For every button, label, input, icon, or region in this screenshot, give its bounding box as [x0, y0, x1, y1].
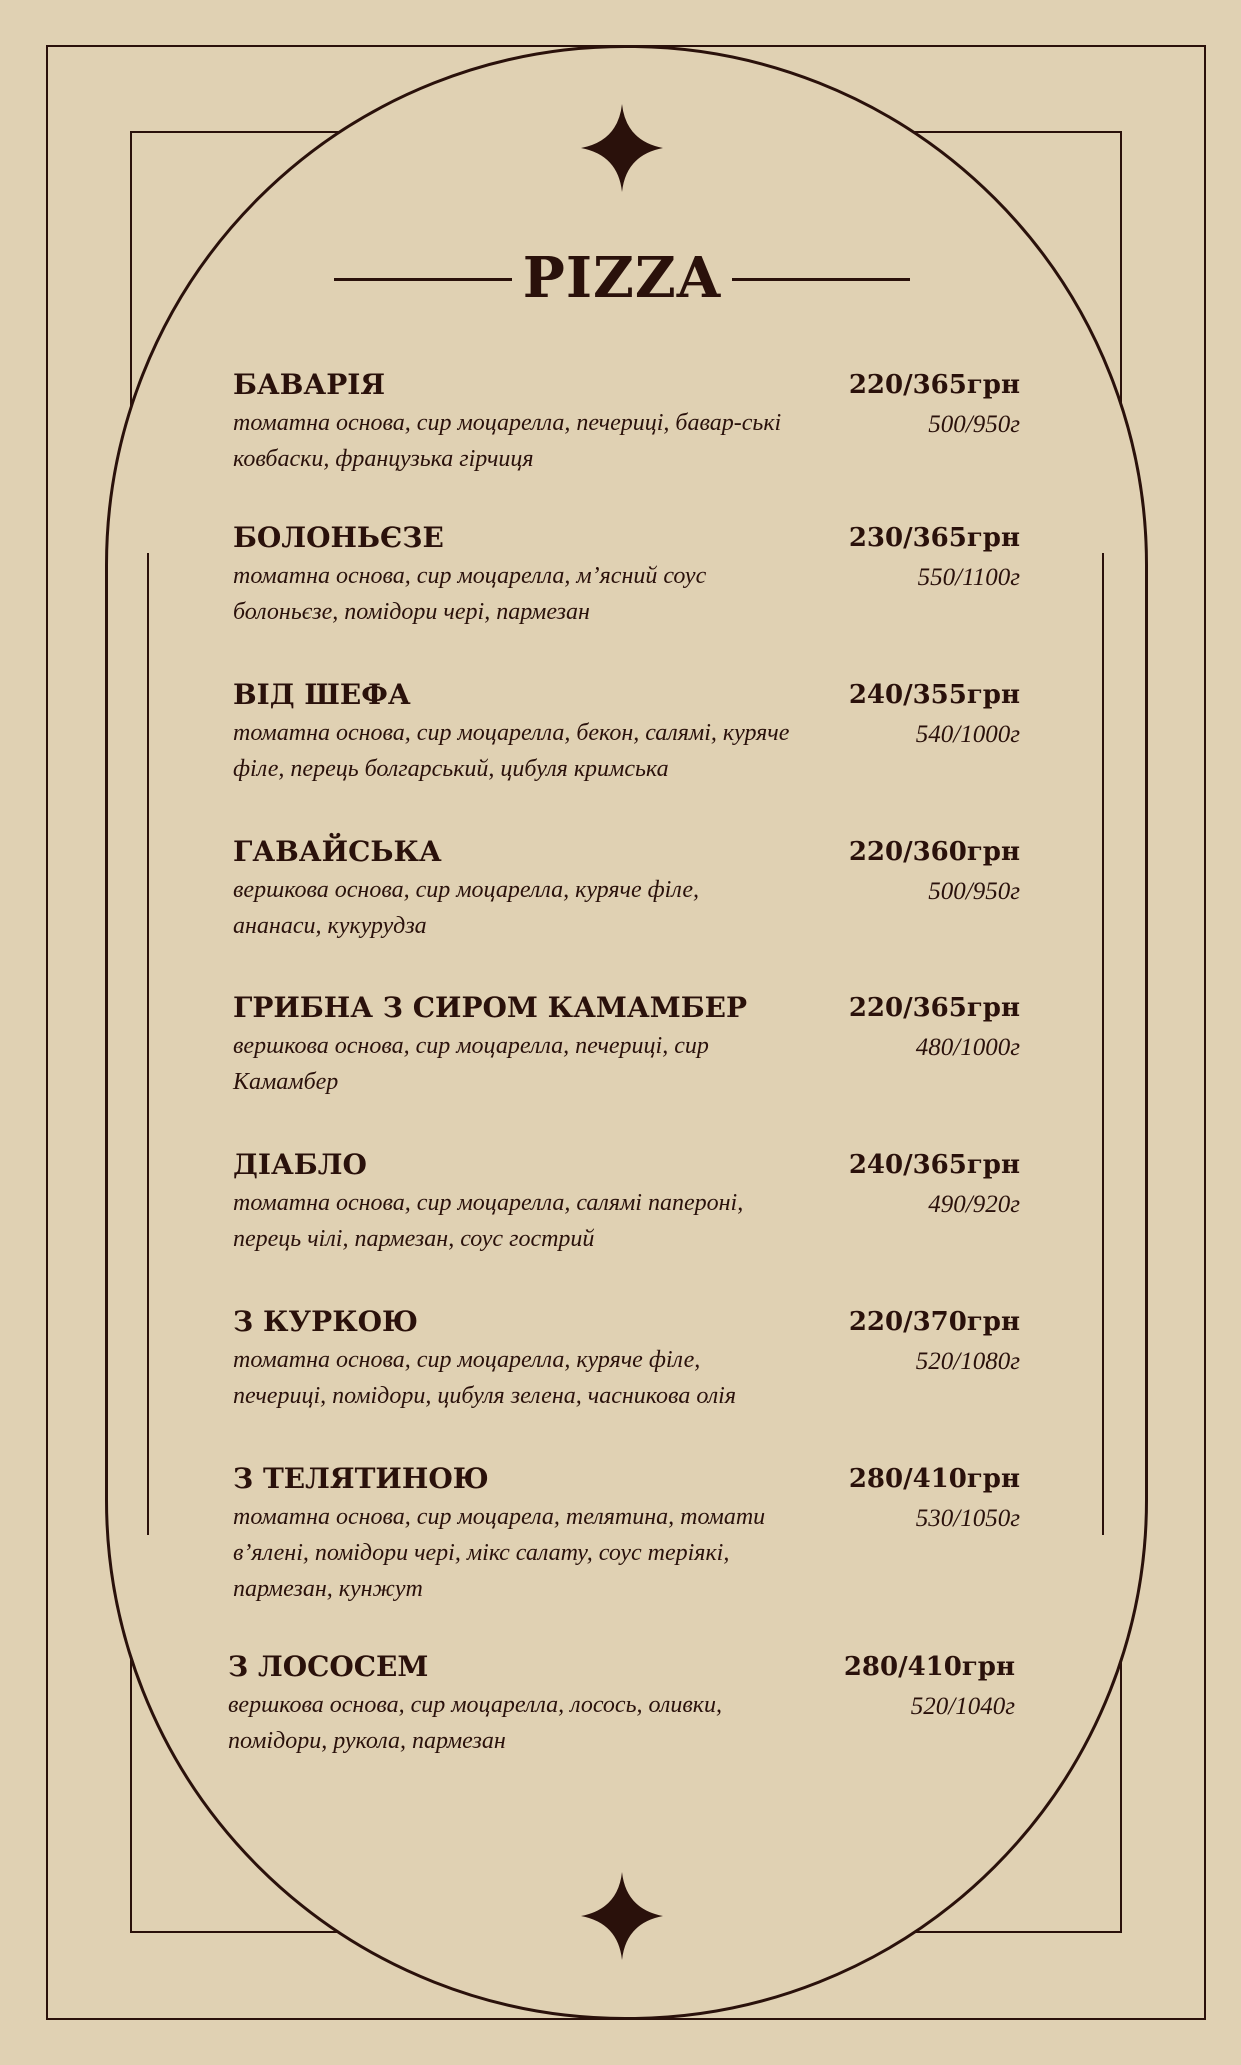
title-rule-left — [334, 278, 512, 281]
item-description: вершкова основа, сир моцарелла, лосось, оливки, помідори, рукола, пармезан — [228, 1692, 723, 1754]
item-description: томатна основа, сир моцарелла, м’ясний соус болоньєзе, помідори чері, пармезан — [233, 563, 707, 625]
item-weight: 500/950г — [928, 878, 1020, 905]
menu-item — [233, 1145, 1020, 1295]
menu-item — [233, 1302, 1020, 1452]
item-name: ГАВАЙСЬКА — [233, 835, 442, 868]
right-side-line — [1102, 553, 1104, 1535]
item-name: ГРИБНА З СИРОМ КАМАМБЕР — [233, 991, 748, 1024]
item-price: 240/365грн — [848, 1150, 1020, 1180]
item-weight: 480/1000г — [915, 1034, 1020, 1061]
title-rule-right — [732, 278, 910, 281]
item-description: вершкова основа, сир моцарелла, куряче філе, ананаси, кукурудза — [233, 877, 700, 939]
star-top-icon — [581, 104, 663, 192]
left-side-line — [147, 553, 149, 1535]
item-price: 280/410грн — [843, 1652, 1015, 1682]
item-description: томатна основа, сир моцарела, телятина, томати в’ялені, помідори чері, мікс салату, соус теріякі, пармезан, кунжут — [233, 1504, 766, 1602]
item-name: З ТЕЛЯТИНОЮ — [233, 1462, 489, 1495]
item-price: 220/365грн — [848, 370, 1020, 400]
item-weight: 520/1080г — [915, 1348, 1020, 1375]
item-description: томатна основа, сир моцарелла, бекон, салямі, куряче філе, перець болгарський, цибуля кримська — [233, 720, 790, 782]
item-name: З КУРКОЮ — [233, 1305, 419, 1338]
menu-item — [233, 518, 1020, 668]
item-description: томатна основа, сир моцарелла, куряче філе, печериці, помідори, цибуля зелена, часникова олія — [233, 1347, 737, 1409]
menu-item — [233, 1459, 1020, 1609]
menu-item — [233, 675, 1020, 825]
item-price: 220/360грн — [848, 837, 1020, 867]
item-price: 230/365грн — [848, 523, 1020, 553]
item-name: БАВАРІЯ — [233, 368, 386, 401]
menu-item — [228, 1647, 1015, 1797]
item-description: вершкова основа, сир моцарелла, печериці, сир Камамбер — [233, 1033, 709, 1095]
item-description: томатна основа, сир моцарелла, салямі папероні, перець чілі, пармезан, соус гострий — [233, 1190, 744, 1252]
item-weight: 530/1050г — [915, 1505, 1020, 1532]
item-price: 240/355грн — [848, 680, 1020, 710]
item-weight: 520/1040г — [910, 1693, 1015, 1720]
item-price: 220/370грн — [848, 1307, 1020, 1337]
item-weight: 540/1000г — [915, 721, 1020, 748]
item-weight: 490/920г — [928, 1191, 1020, 1218]
menu-item — [233, 832, 1020, 982]
menu-item — [233, 988, 1020, 1138]
item-description: томатна основа, сир моцарелла, печериці, бавар-ські ковбаски, французька гірчиця — [233, 410, 782, 472]
item-price: 280/410грн — [848, 1464, 1020, 1494]
item-weight: 550/1100г — [917, 564, 1020, 591]
item-name: ДІАБЛО — [233, 1148, 367, 1181]
star-bottom-icon — [581, 1872, 663, 1960]
item-weight: 500/950г — [928, 411, 1020, 438]
item-name: З ЛОСОСЕМ — [228, 1650, 429, 1683]
menu-title: PIZZA — [522, 245, 722, 311]
item-price: 220/365грн — [848, 993, 1020, 1023]
item-name: БОЛОНЬЄЗЕ — [233, 521, 444, 554]
menu-item — [233, 365, 1020, 515]
item-name: ВІД ШЕФА — [233, 678, 411, 711]
